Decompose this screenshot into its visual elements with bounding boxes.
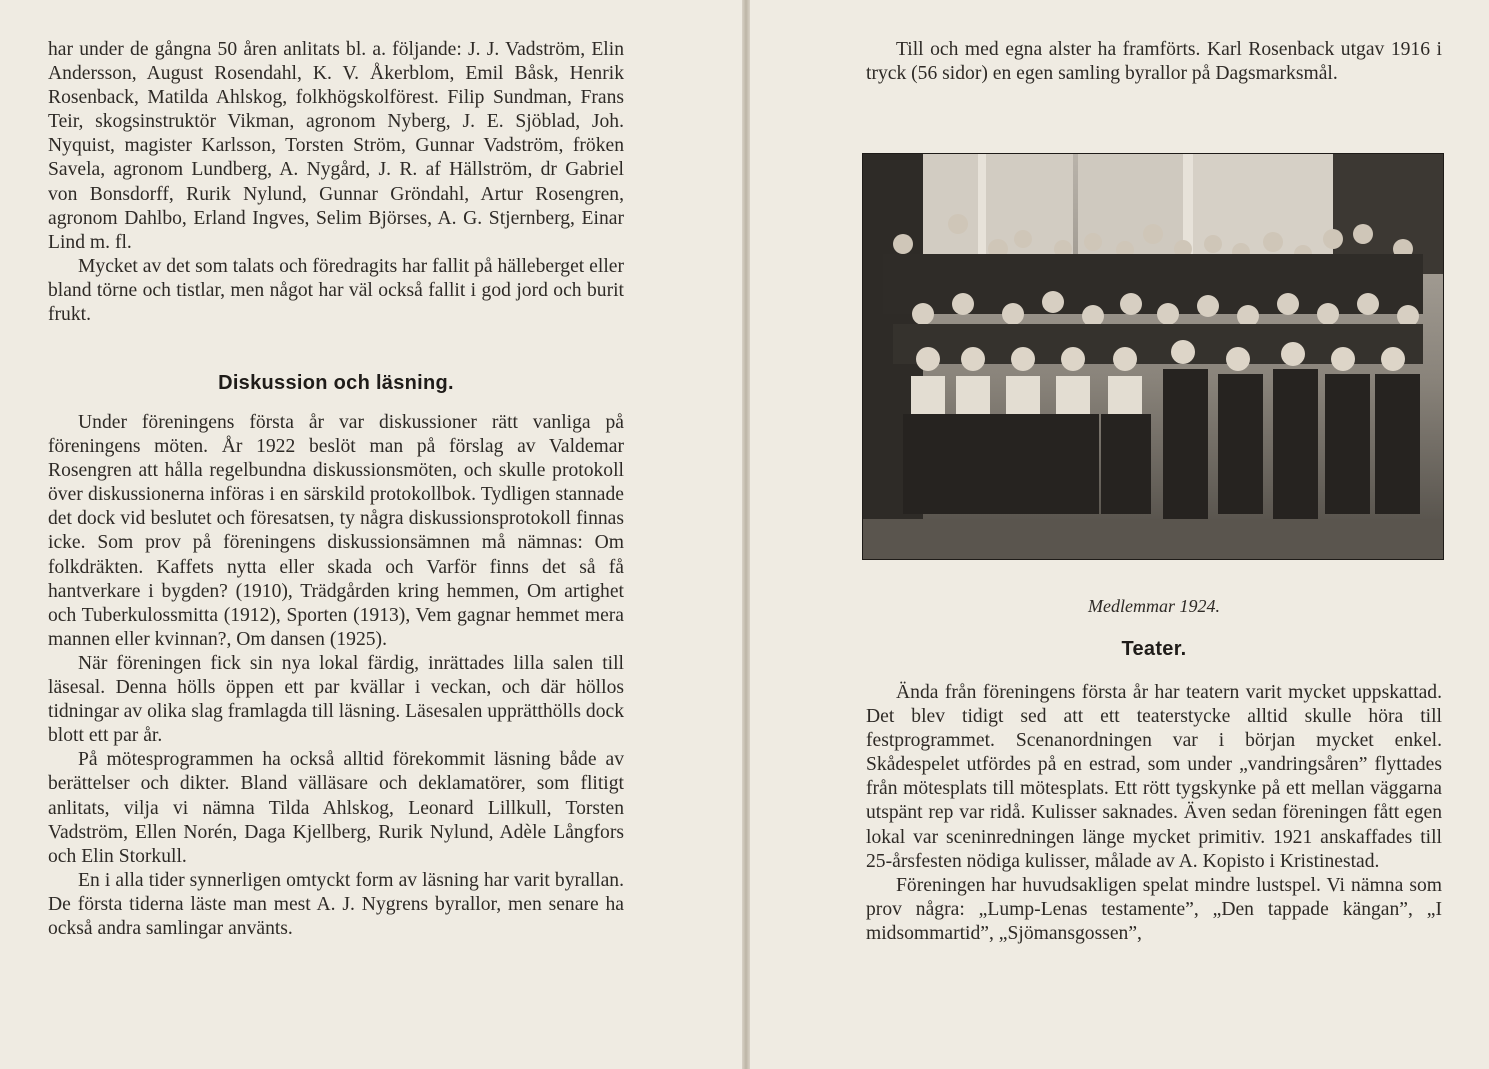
paragraph-own-works: Till och med egna alster ha framförts. Karl Rosenback utgav 1916 i tryck (56 sidor) en egen samling byrallor på Dagsmarksmål. <box>866 39 1442 85</box>
book-gutter <box>742 0 750 1069</box>
group-photo <box>862 153 1444 560</box>
left-column-bottom <box>48 411 624 941</box>
section-heading-teater: Teater. <box>1121 638 1187 660</box>
right-column-bottom <box>866 681 1442 946</box>
paragraph-reading-room: När föreningen fick sin nya lokal färdig, inrättades lilla salen till läsesal. Denna hölls öppen ett par kvällar i veckan, och där höllos tidningar av olika slag framlagda till läsning. Läsesalen upprätthölls dock blott ett par år. <box>48 652 624 747</box>
paragraph-speakers: har under de gångna 50 åren anlitats bl. a. följande: J. J. Vadström, Elin Andersson, August Rosendahl, K. V. Åkerblom, Emil Båsk, Henrik Rosenback, Matilda Ahlskog, folkhögskolförest. Filip Sundman, Frans Teir, skogsinstruktör Vikman, agronom Nyberg, J. E. Sjöblad, Joh. Nyquist, magister Karlsson, Torsten Ström, Gunnar Vadström, fröken Savela, agronom Lundberg, A. Nygård, J. R. af Hällström, dr Gabriel von Bonsdorff, Rurik Nylund, Gunnar Gröndahl, Artur Rosengren, agronom Dahlbo, Erland Ingves, Selim Björses, A. G. Stjernberg, Einar Lind m. fl. <box>48 39 624 253</box>
paragraph-fallen: Mycket av det som talats och föredragits har fallit på hälleberget eller bland törne och tistlar, men något har väl också fallit i god jord och burit frukt. <box>48 255 624 326</box>
paragraph-theatre-history: Ända från föreningens första år har teatern varit mycket uppskattad. Det blev tidigt sed att ett teaterstycke alltid skulle höra till festprogrammet. Scenanordningen var i början mycket enkel. Skådespelet utfördes på en estrad, som under „vandringsåren” flyttades från mötesplats till mötesplats. Ett rött tygskynke på ett mellan väggarna utspänt rep var ridå. Kulisser saknades. Även sedan föreningen fått egen lokal var sceninredningen länge mycket primitiv. 1921 anskaffades till 25-årsfesten nödiga kulisser, målade av A. Kopisto i Kristinestad. <box>866 682 1442 872</box>
paragraph-discussions: Under föreningens första år var diskussioner rätt vanliga på föreningens möten. År 1922 beslöt man på förslag av Valdemar Rosengren att hålla regelbundna diskussionsmöten, och skulle protokoll över diskussionerna införas i en särskild protokollbok. Tydligen stannade det dock vid beslutet och föresatsen, ty några diskussionsprotokoll finnas icke. Som prov på föreningens diskussionsämnen må nämnas: Om folkdräkten. Kaffets nytta eller skada och Varför finns det så få hantverkare i bygden? (1910), Trädgården kring hemmen, Om artighet och Tuberkulossmitta (1912), Sporten (1913), Vem gagnar hemmet mera mannen eller kvinnan?, Om dansen (1925). <box>48 412 624 650</box>
left-column-top <box>48 38 624 327</box>
paragraph-readers: På mötesprogrammen ha också alltid förekommit läsning både av berättelser och dikter. Bland välläsare och deklamatörer, som flitigt anlitats, vilja vi nämna Tilda Ahlskog, Leonard Lillkull, Torsten Vadström, Ellen Norén, Daga Kjellberg, Rurik Nylund, Adèle Långfors och Elin Storkull. <box>48 749 624 867</box>
paragraph-plays: Föreningen har huvudsakligen spelat mindre lustspel. Vi nämna som prov några: „Lump-Lenas testamente”, „Den tappade kängan”, „I midsommartid”, „Sjömansgossen”, <box>866 874 1442 944</box>
photo-caption: Medlemmar 1924. <box>1088 596 1220 616</box>
right-column-top <box>866 38 1442 86</box>
paragraph-byrallan: En i alla tider synnerligen omtyckt form av läsning har varit byrallan. De första tiderna läste man mest A. J. Nygrens byrallor, men senare ha också andra samlingar använts. <box>48 869 624 939</box>
section-heading-diskussion: Diskussion och läsning. <box>218 372 454 394</box>
right-page <box>750 0 1489 1069</box>
group-photo-image <box>863 154 1443 559</box>
left-page <box>0 0 742 1069</box>
